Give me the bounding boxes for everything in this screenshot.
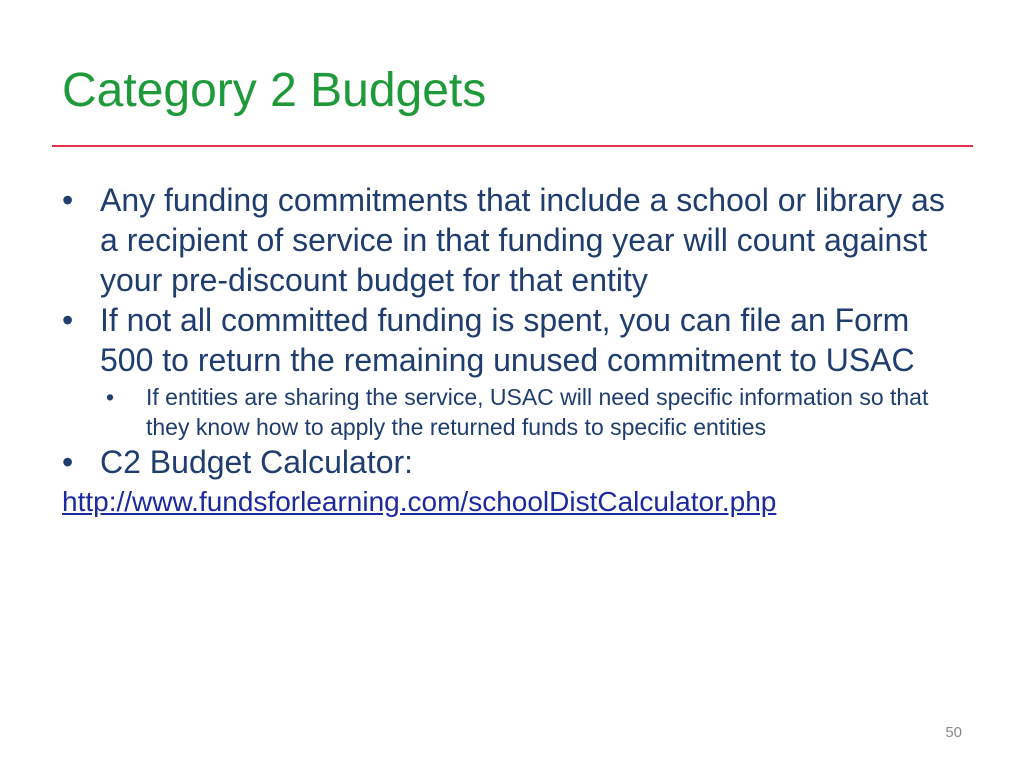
- sub-bullet-text: If entities are sharing the service, USAC will need specific information so that they know how to apply the returned funds to specific entities: [146, 384, 929, 440]
- bullet-dot-icon: •: [62, 182, 74, 218]
- title-divider: [52, 145, 973, 147]
- page-number: 50: [945, 724, 962, 741]
- bullet-item: [62, 442, 962, 482]
- sub-bullet-dot-icon: •: [106, 384, 115, 410]
- bullet-text: C2 Budget Calculator:: [100, 444, 414, 480]
- bullet-item: [62, 180, 962, 300]
- sub-bullet-item: [62, 382, 962, 442]
- bullet-dot-icon: •: [62, 444, 74, 480]
- calculator-link[interactable]: http://www.fundsforlearning.com/schoolDistCalculator.php: [62, 486, 777, 517]
- bullet-text: If not all committed funding is spent, you can file an Form 500 to return the remaining unused commitment to USAC: [100, 302, 915, 378]
- link-line: [62, 484, 962, 520]
- slide-title: Category 2 Budgets: [62, 64, 487, 117]
- bullet-text: Any funding commitments that include a school or library as a recipient of service in that funding year will count against your pre-discount budget for that entity: [100, 182, 945, 298]
- slide-body: [62, 180, 962, 520]
- bullet-dot-icon: •: [62, 302, 74, 338]
- bullet-item: [62, 300, 962, 380]
